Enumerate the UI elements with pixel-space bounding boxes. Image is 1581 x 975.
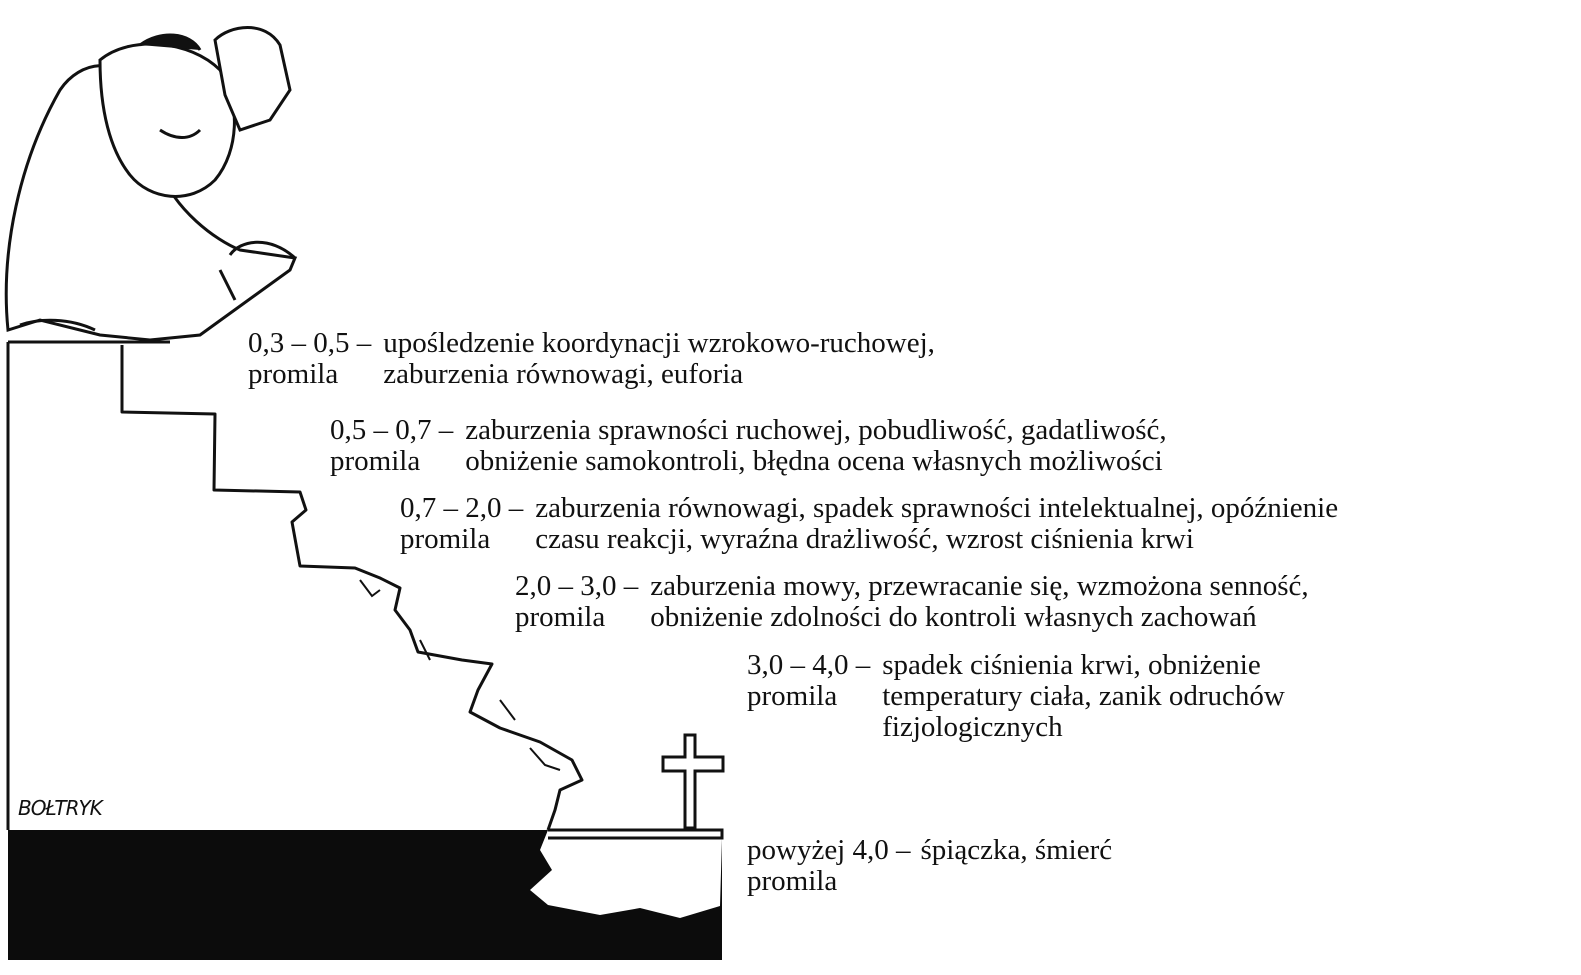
- level-unit: promila: [330, 445, 421, 477]
- level-5: [747, 650, 1285, 743]
- level-unit: promila: [747, 865, 838, 897]
- level-unit: promila: [400, 523, 491, 555]
- level-desc-line: temperatury ciała, zanik odruchów: [882, 680, 1285, 712]
- level-range: powyżej 4,0 –: [747, 834, 911, 866]
- level-range: 0,5 – 0,7 –: [330, 414, 454, 446]
- level-desc-line: zaburzenia sprawności ruchowej, pobudliwość, gadatliwość,: [465, 414, 1167, 446]
- level-desc-line: fizjologicznych: [882, 711, 1063, 743]
- level-range: 0,7 – 2,0 –: [400, 492, 524, 524]
- level-desc-line: czasu reakcji, wyraźna drażliwość, wzrost ciśnienia krwi: [535, 523, 1194, 555]
- level-desc-line: zaburzenia równowagi, spadek sprawności intelektualnej, opóźnienie: [535, 492, 1339, 524]
- level-desc-line: zaburzenia równowagi, euforia: [383, 358, 744, 390]
- drunk-man-figure: [6, 28, 295, 341]
- level-desc-line: spadek ciśnienia krwi, obniżenie: [882, 649, 1261, 681]
- level-desc-line: upośledzenie koordynacji wzrokowo-ruchowej,: [383, 327, 935, 359]
- ground-line: [548, 830, 722, 838]
- artist-signature: BOŁTRYK: [18, 796, 102, 820]
- level-range: 0,3 – 0,5 –: [248, 327, 372, 359]
- grave-cross-icon: [663, 735, 723, 828]
- pedestal-outline: [8, 342, 170, 830]
- level-3: [400, 493, 1338, 555]
- level-2: [330, 415, 1167, 477]
- level-unit: promila: [515, 601, 606, 633]
- level-desc-line: obniżenie zdolności do kontroli własnych zachowań: [650, 601, 1257, 633]
- level-unit: promila: [248, 358, 339, 390]
- level-desc-line: śpiączka, śmierć: [920, 834, 1113, 866]
- level-range: 2,0 – 3,0 –: [515, 570, 639, 602]
- level-4: [515, 571, 1309, 633]
- level-6: [747, 835, 1112, 897]
- black-earth: [8, 830, 722, 960]
- level-1: [248, 328, 935, 390]
- level-range: 3,0 – 4,0 –: [747, 649, 871, 681]
- level-desc-line: zaburzenia mowy, przewracanie się, wzmożona senność,: [650, 570, 1309, 602]
- level-unit: promila: [747, 680, 838, 712]
- level-desc-line: obniżenie samokontroli, błędna ocena własnych możliwości: [465, 445, 1163, 477]
